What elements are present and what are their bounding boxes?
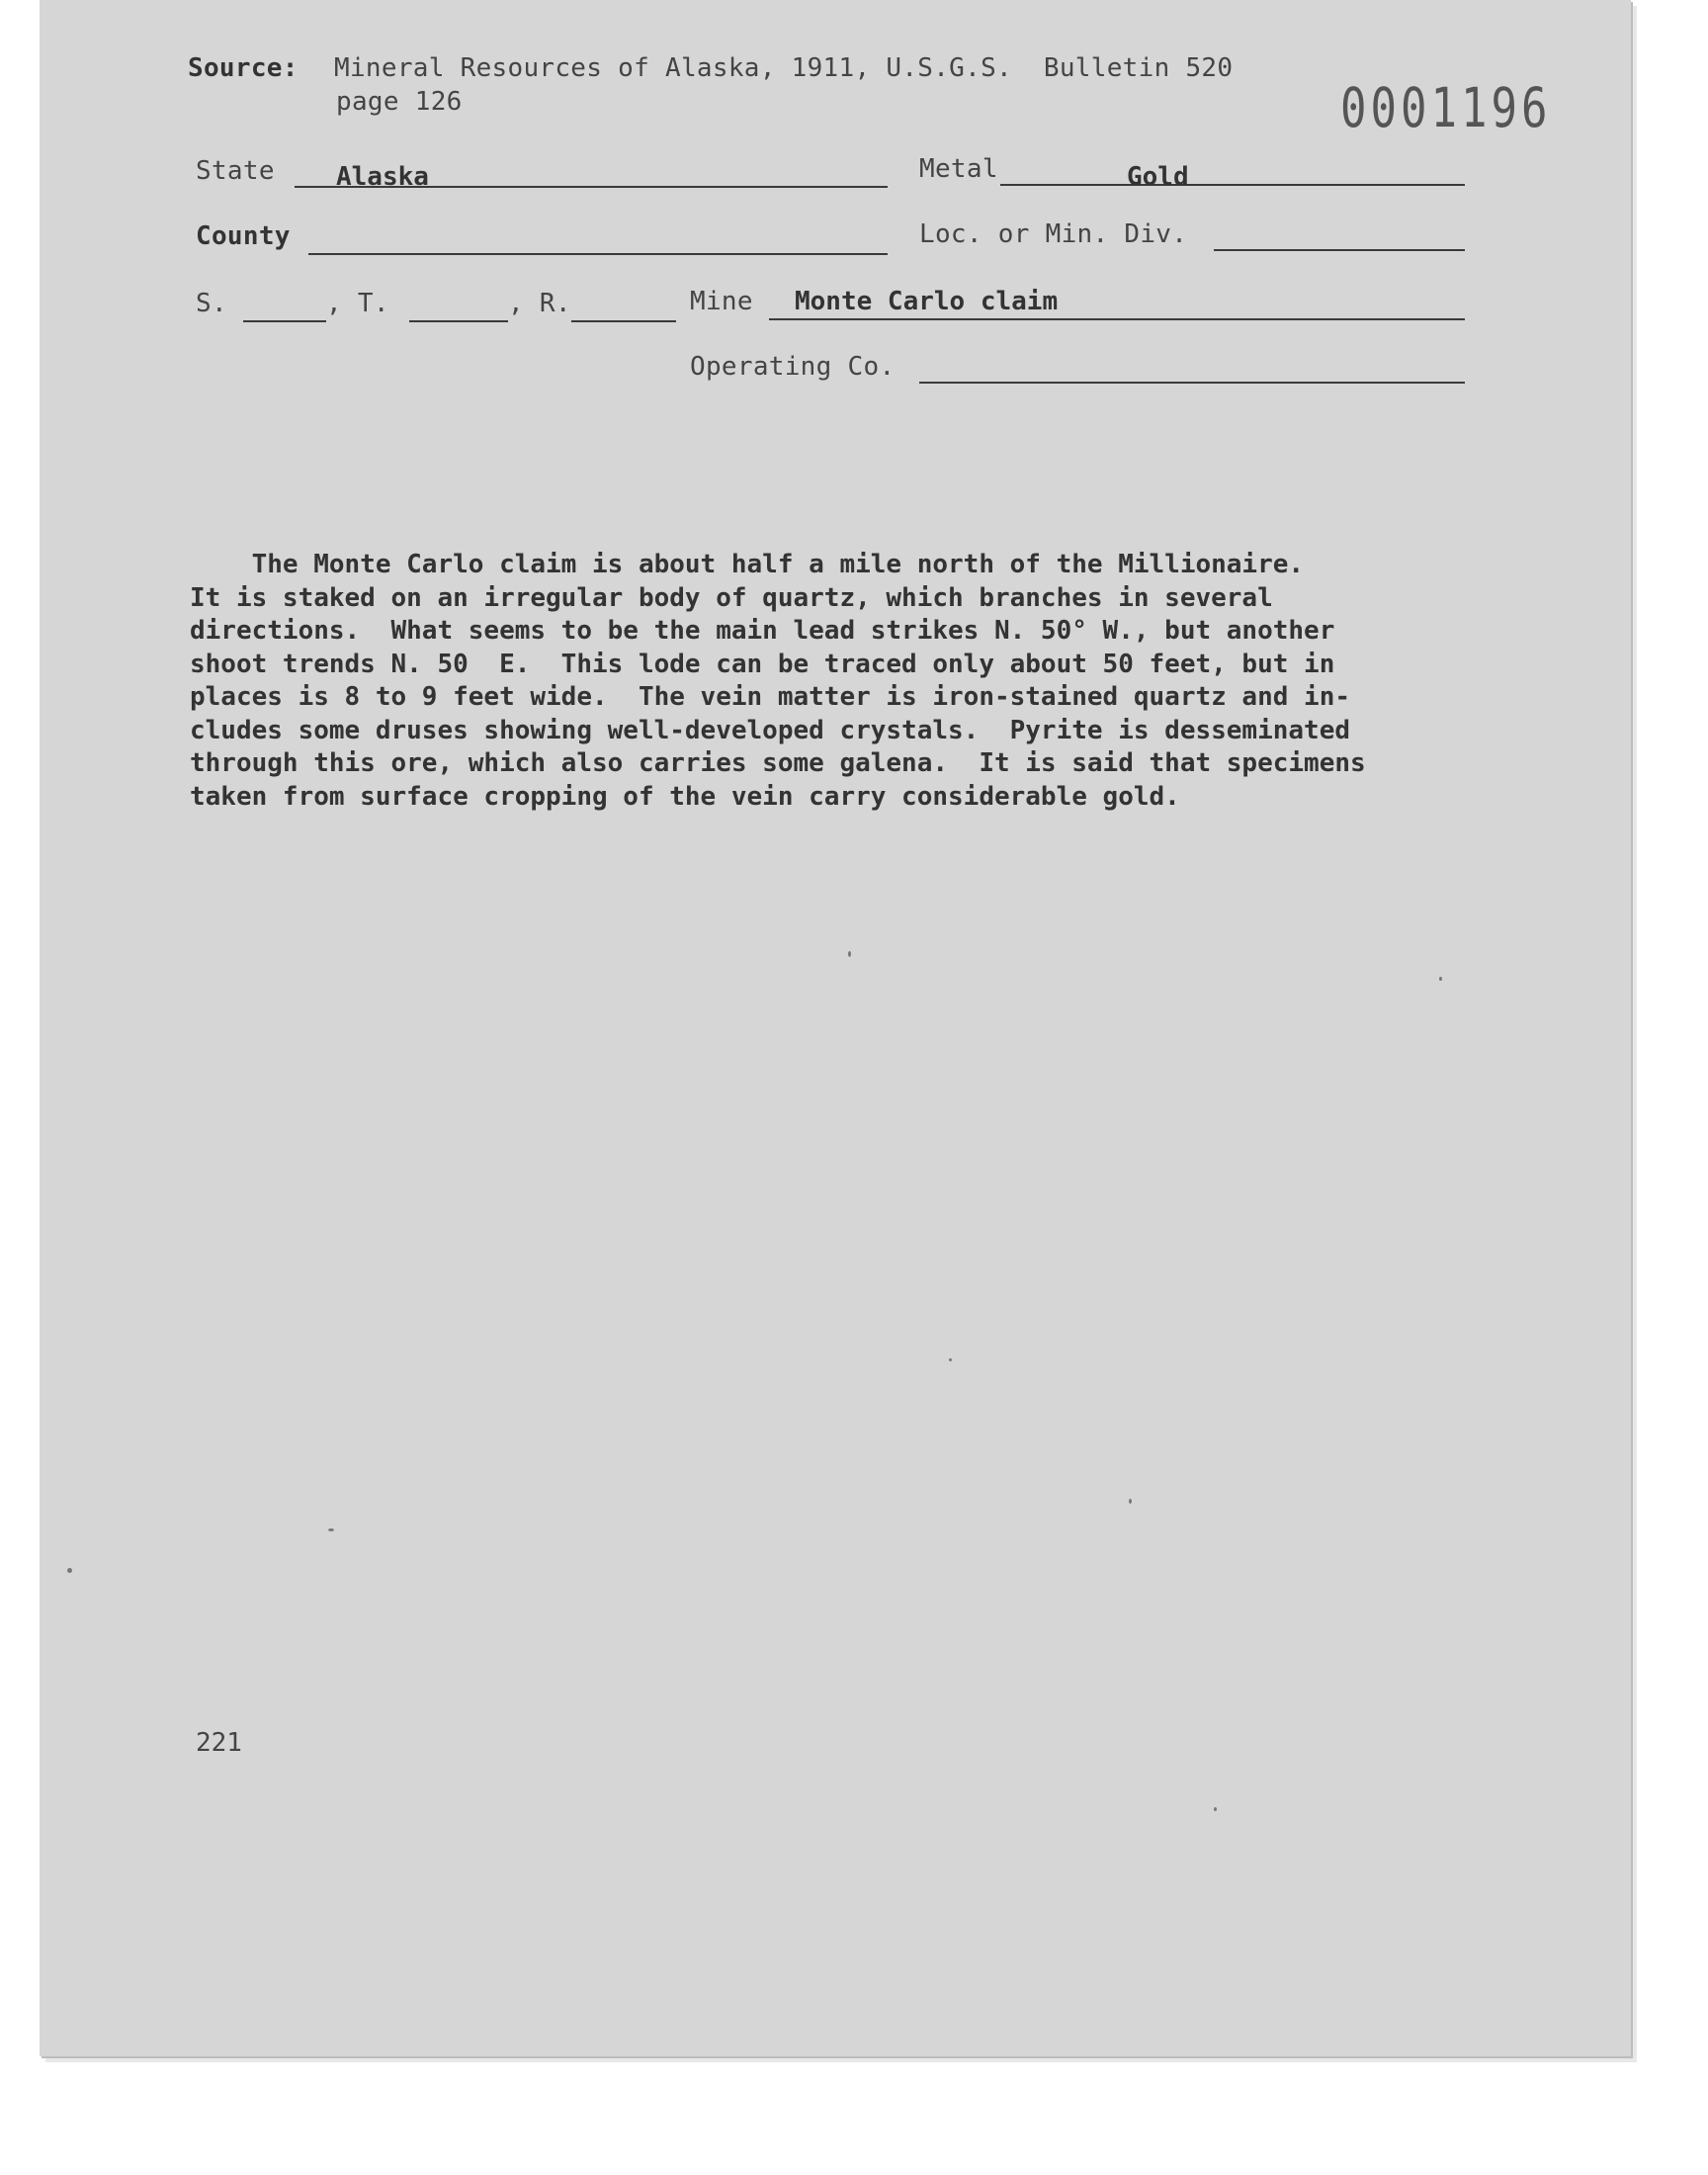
scan-speck — [67, 1568, 72, 1573]
township-underline — [409, 320, 508, 322]
operating-label: Operating Co. — [690, 352, 896, 382]
range-label: , R. — [508, 289, 571, 318]
scan-speck — [1439, 977, 1442, 981]
county-label: County — [196, 221, 291, 251]
page-number: 221 — [196, 1728, 242, 1758]
paragraph-line: places is 8 to 9 feet wide. The vein matter is iron-stained quartz and in- — [190, 682, 1350, 712]
paragraph-line: cludes some druses showing well-developed crystals. Pyrite is desseminated — [190, 715, 1350, 745]
section-underline — [243, 320, 326, 322]
metal-label: Metal — [919, 154, 998, 184]
state-value: Alaska — [336, 162, 429, 192]
scan-speck — [848, 951, 851, 957]
scan-speck — [1129, 1499, 1132, 1504]
paragraph-line: directions. What seems to be the main lead strikes N. 50° W., but another — [190, 616, 1335, 646]
operating-underline — [919, 382, 1465, 384]
metal-value: Gold — [1127, 162, 1189, 192]
source-page: page 126 — [336, 87, 463, 117]
township-label: , T. — [326, 289, 389, 318]
scan-speck — [328, 1528, 334, 1531]
source-label: Source: — [188, 53, 299, 83]
mine-label: Mine — [690, 287, 753, 316]
range-underline — [571, 320, 676, 322]
paragraph-line: taken from surface cropping of the vein carry considerable gold. — [190, 781, 1180, 812]
state-label: State — [196, 156, 275, 186]
scan-speck — [949, 1358, 952, 1361]
loc-underline — [1214, 249, 1465, 251]
mine-value: Monte Carlo claim — [795, 287, 1059, 316]
scan-speck — [1214, 1807, 1217, 1811]
mine-underline — [769, 318, 1465, 320]
document-number: 0001196 — [1340, 77, 1552, 140]
metal-underline — [1000, 184, 1465, 186]
section-label: S. — [196, 289, 227, 318]
paragraph-line: It is staked on an irregular body of quartz, which branches in several — [190, 582, 1273, 613]
paragraph-line: through this ore, which also carries some galena. It is said that specimens — [190, 748, 1366, 778]
source-text: Mineral Resources of Alaska, 1911, U.S.G.S. Bulletin 520 — [334, 53, 1234, 83]
loc-label: Loc. or Min. Div. — [919, 219, 1188, 249]
county-underline — [308, 253, 888, 255]
paragraph-line: shoot trends N. 50 E. This lode can be traced only about 50 feet, but in — [190, 649, 1335, 679]
description-paragraph — [190, 549, 1494, 814]
paragraph-line: The Monte Carlo claim is about half a mile north of the Millionaire. — [190, 550, 1305, 579]
